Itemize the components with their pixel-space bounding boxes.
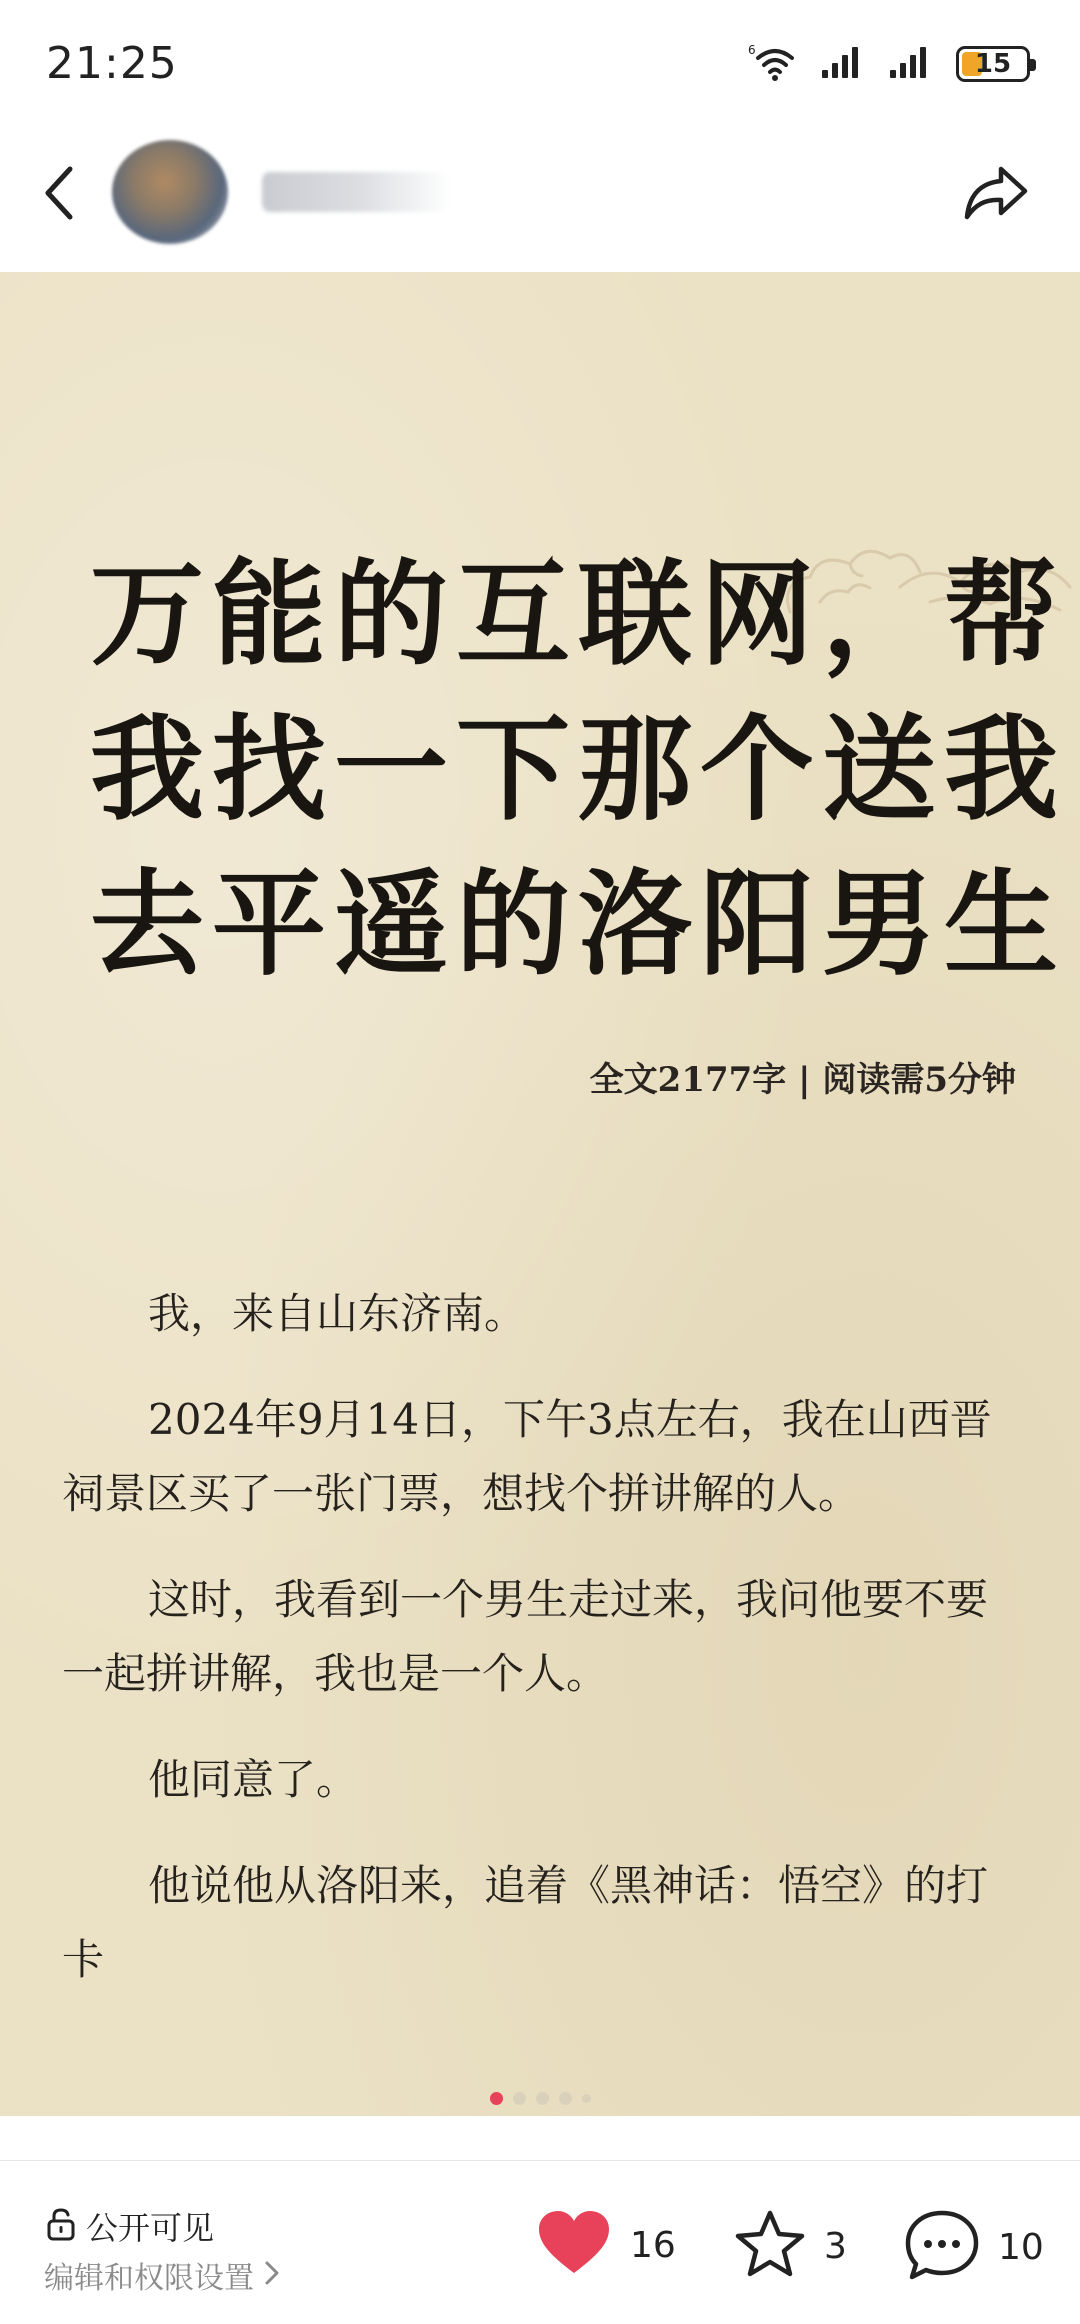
favorite-count: 3 xyxy=(824,2225,847,2267)
battery-tip xyxy=(1030,59,1036,71)
article-title-line: 我找一下那个送我 xyxy=(90,702,1067,836)
like-count: 16 xyxy=(630,2224,676,2266)
page-dot xyxy=(536,2092,549,2105)
status-time: 21:25 xyxy=(46,38,178,89)
like-button[interactable] xyxy=(536,2209,676,2281)
article-paragraph: 这时，我看到一个男生走过来，我问他要不要一起拼讲解，我也是一个人。 xyxy=(62,1575,989,1698)
avatar[interactable] xyxy=(112,140,228,244)
svg-text:6: 6 xyxy=(748,43,756,57)
page-dot xyxy=(582,2094,591,2103)
comment-count: 10 xyxy=(998,2226,1044,2268)
page-dot xyxy=(513,2092,526,2105)
page-dot xyxy=(559,2092,572,2105)
article-meta: 全文2177字 | 阅读需5分钟 xyxy=(589,1060,1016,1100)
comment-button[interactable] xyxy=(904,2209,1044,2285)
visibility-label: 公开可见 xyxy=(86,2209,215,2247)
battery-icon xyxy=(956,46,1030,82)
battery-level-text: 15 xyxy=(974,49,1012,79)
heart-icon xyxy=(536,2209,612,2281)
edit-permission-label: 编辑和权限设置 xyxy=(44,2261,254,2296)
signal-icon xyxy=(820,44,866,84)
status-bar xyxy=(0,0,1080,120)
article-paragraph: 我，来自山东济南。 xyxy=(148,1289,527,1338)
edit-permission-link[interactable] xyxy=(44,2253,282,2297)
username[interactable] xyxy=(262,172,452,212)
back-icon xyxy=(40,163,80,227)
bottom-bar xyxy=(0,2161,1080,2324)
share-button[interactable] xyxy=(958,160,1034,230)
post-image[interactable] xyxy=(0,272,1080,2116)
share-icon xyxy=(961,163,1031,227)
article-title xyxy=(90,537,1067,1002)
article-paragraph: 2024年9月14日，下午3点左右，我在山西晋祠景区买了一张门票，想找个拼讲解的人。 xyxy=(62,1395,992,1518)
article-title-line: 万能的互联网，帮 xyxy=(90,547,1067,681)
comment-icon xyxy=(904,2209,980,2285)
article-paragraph: 他同意了。 xyxy=(148,1755,359,1804)
status-icons xyxy=(748,42,1030,86)
visibility-status[interactable] xyxy=(46,2203,214,2249)
page-dot-active xyxy=(490,2092,503,2105)
back-button[interactable] xyxy=(30,160,90,230)
article-title-line: 去平遥的洛阳男生 xyxy=(90,857,1067,991)
article-paragraph: 他说他从洛阳来，追着《黑神话：悟空》的打卡 xyxy=(62,1861,989,1984)
unlock-icon xyxy=(46,2207,76,2245)
page-indicator xyxy=(0,2092,1080,2105)
post-header xyxy=(0,120,1080,272)
wifi-icon xyxy=(748,42,798,86)
star-icon xyxy=(734,2209,806,2283)
favorite-button[interactable] xyxy=(734,2209,847,2283)
chevron-right-icon xyxy=(262,2258,282,2292)
signal-icon xyxy=(888,44,934,84)
article-body xyxy=(62,1277,1022,2029)
